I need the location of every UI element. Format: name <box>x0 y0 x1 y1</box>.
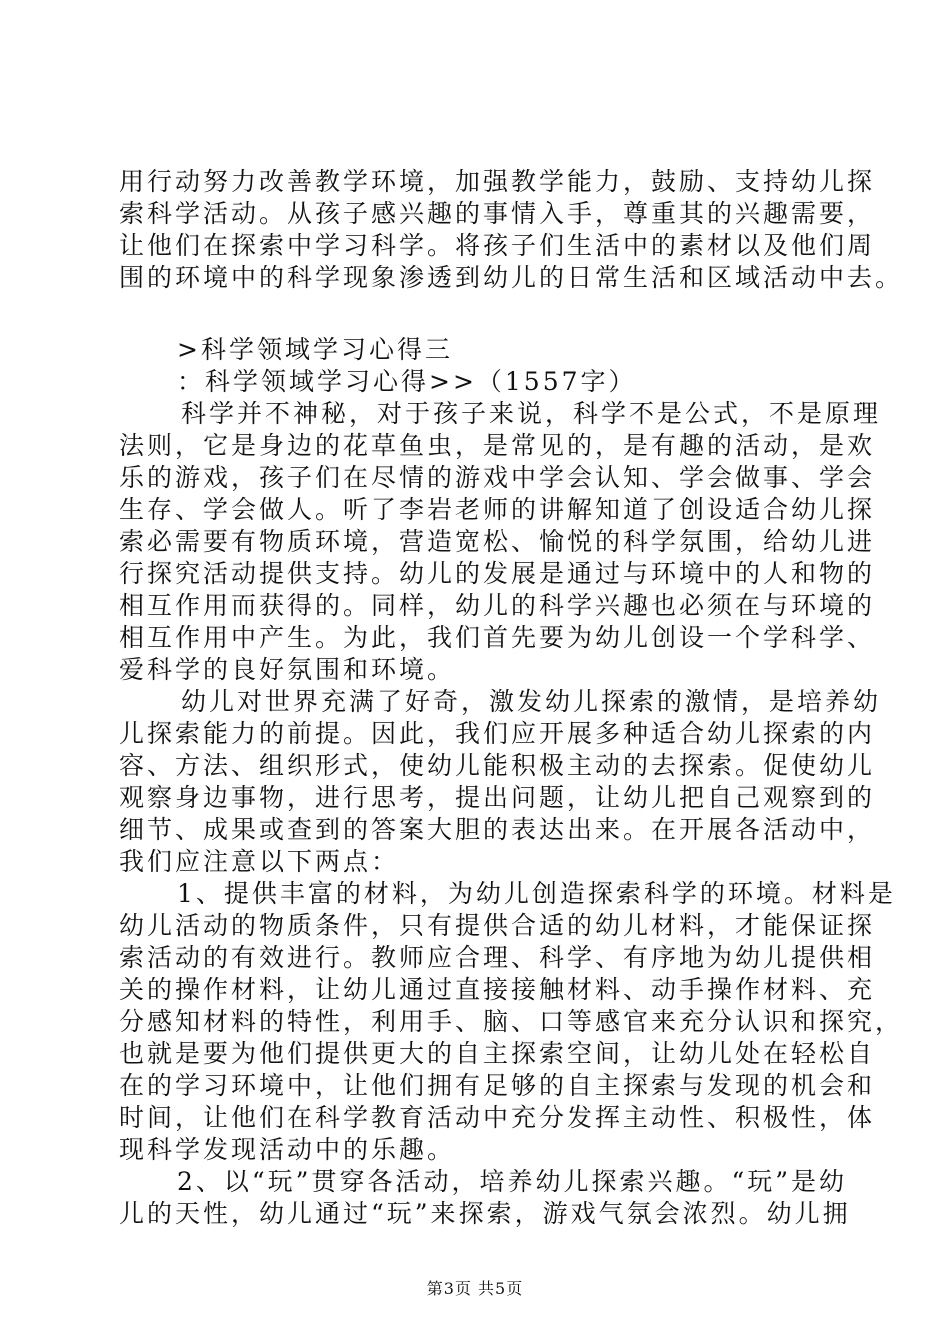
text-line: 2、以“玩”贯穿各活动，培养幼儿探索兴趣。“玩”是幼 <box>177 1167 848 1196</box>
text-line: 生存、学会做人。听了李岩老师的讲解知道了创设适合幼儿探 <box>119 495 876 524</box>
paragraph-2 <box>119 398 882 686</box>
paragraph-3 <box>119 686 882 878</box>
text-line: 围的环境中的科学现象渗透到幼儿的日常生活和区域活动中去。 <box>119 263 904 292</box>
text-line: 关的操作材料，让幼儿通过直接接触材料、动手操作材料、充 <box>119 975 876 1004</box>
text-line: 在的学习环境中，让他们拥有足够的自主探索与发现的机会和 <box>119 1071 876 1100</box>
text-line: 细节、成果或查到的答案大胆的表达出来。在开展各活动中， <box>119 815 876 844</box>
paragraph-4 <box>119 878 904 1166</box>
text-line: 幼儿活动的物质条件，只有提供合适的幼儿材料，才能保证探 <box>119 911 876 940</box>
paragraph-1 <box>119 166 904 294</box>
page-number-footer: 第3页 共5页 <box>426 1279 524 1298</box>
paragraph-gap <box>119 294 839 334</box>
text-line: 分感知材料的特性，利用手、脑、口等感官来充分认识和探究， <box>119 1007 904 1036</box>
text-line: 我们应注意以下两点： <box>119 847 400 876</box>
document-body <box>119 166 904 1230</box>
text-line: 用行动努力改善教学环境，加强教学能力，鼓励、支持幼儿探 <box>119 167 876 196</box>
text-line: 现科学发现活动中的乐趣。 <box>119 1135 456 1164</box>
text-line: 爱科学的良好氛围和环境。 <box>119 655 456 684</box>
text-line: 1、提供丰富的材料，为幼儿创造探索科学的环境。材料是 <box>177 879 896 908</box>
text-line: 容、方法、组织形式，使幼儿能积极主动的去探索。促使幼儿 <box>119 751 876 780</box>
text-line: 科学并不神秘，对于孩子来说，科学不是公式，不是原理 <box>181 399 882 428</box>
text-line: 儿探索能力的前提。因此，我们应开展多种适合幼儿探索的内 <box>119 719 876 748</box>
text-line: 观察身边事物，进行思考，提出问题，让幼儿把自己观察到的 <box>119 783 876 812</box>
text-line: 相互作用中产生。为此，我们首先要为幼儿创设一个学科学、 <box>119 623 876 652</box>
section-heading: >科学领域学习心得三 <box>177 335 453 364</box>
paragraph-5 <box>119 1166 851 1230</box>
text-line: 时间，让他们在科学教育活动中充分发挥主动性、积极性，体 <box>119 1103 876 1132</box>
text-line: 行探究活动提供支持。幼儿的发展是通过与环境中的人和物的 <box>119 559 876 588</box>
text-line: 索必需要有物质环境，营造宽松、愉悦的科学氛围，给幼儿进 <box>119 527 876 556</box>
section-subheading: ：科学领域学习心得>>（1557字） <box>177 367 637 396</box>
text-line: 法则，它是身边的花草鱼虫，是常见的，是有趣的活动，是欢 <box>119 431 876 460</box>
text-line: 相互作用而获得的。同样，幼儿的科学兴趣也必须在与环境的 <box>119 591 876 620</box>
text-line: 乐的游戏，孩子们在尽情的游戏中学会认知、学会做事、学会 <box>119 463 876 492</box>
text-line: 幼儿对世界充满了好奇，激发幼儿探索的激情，是培养幼 <box>181 687 882 716</box>
text-line: 索科学活动。从孩子感兴趣的事情入手，尊重其的兴趣需要， <box>119 199 876 228</box>
text-line: 儿的天性，幼儿通过“玩”来探索，游戏气氛会浓烈。幼儿拥 <box>119 1199 851 1228</box>
text-line: 让他们在探索中学习科学。将孩子们生活中的素材以及他们周 <box>119 231 876 260</box>
text-line: 也就是要为他们提供更大的自主探索空间，让幼儿处在轻松自 <box>119 1039 876 1068</box>
text-line: 索活动的有效进行。教师应合理、科学、有序地为幼儿提供相 <box>119 943 876 972</box>
